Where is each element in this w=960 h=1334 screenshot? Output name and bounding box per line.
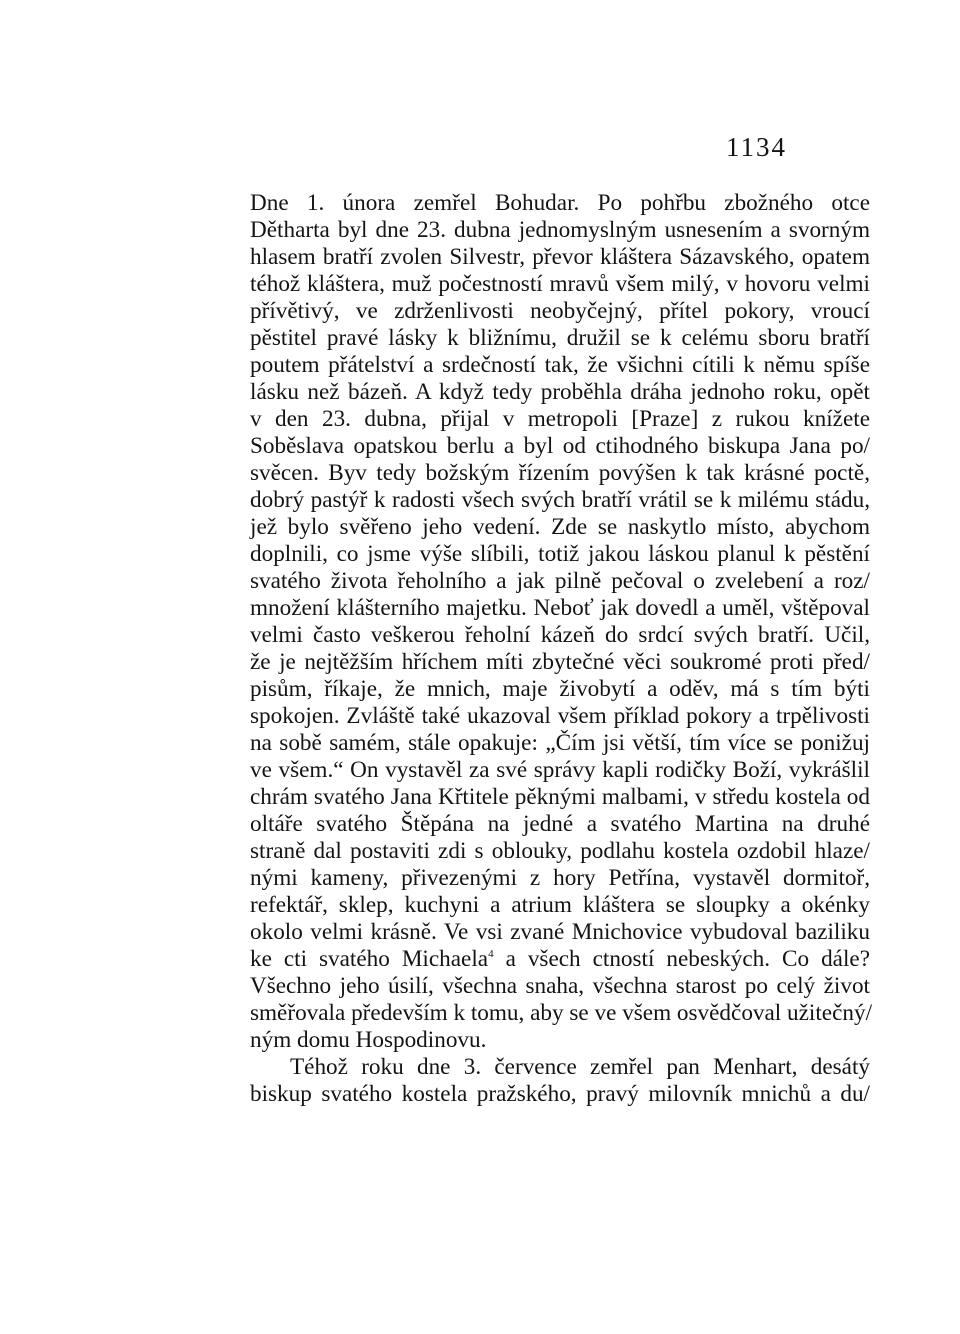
text-line: téhož kláštera, muž počestností mravů všem milý, v hovoru velmi xyxy=(250,271,870,297)
text-line: Dětharta byl dne 23. dubna jednomyslným usnesením a svorným xyxy=(250,217,870,243)
text-line: na sobě samém, stále opakuje: „Čím jsi větší, tím více se ponižuj xyxy=(250,730,870,756)
text-line: straně dal postaviti zdi s oblouky, podlahu kostela ozdobil hlaze/ xyxy=(250,838,870,864)
footnote-marker: 4 xyxy=(488,948,494,960)
text-line: poutem přátelství a srdečností tak, že všichni cítili k němu spíše xyxy=(250,352,870,378)
text-line: přívětivý, ve zdrženlivosti neobyčejný, přítel pokory, vroucí xyxy=(250,298,870,324)
text-line: okolo velmi krásně. Ve vsi zvané Mnichovice vybudoval baziliku xyxy=(250,919,870,945)
text-line-with-footnote xyxy=(250,946,870,973)
text-line: velmi často veškerou řeholní kázeň do srdcí svých bratří. Učil, xyxy=(250,622,870,648)
page-number: 1134 xyxy=(726,132,787,162)
text-line: spokojen. Zvláště také ukazoval všem příklad pokory a trpělivosti xyxy=(250,703,870,729)
text-line: svěcen. Byv tedy božským řízením povýšen k tak krásné poctě, xyxy=(250,460,870,486)
text-fragment: ke cti svatého Michaela xyxy=(250,946,489,972)
text-fragment: a všech ctností nebeských. Co dále? xyxy=(493,946,870,972)
text-line: v den 23. dubna, přijal v metropoli [Praze] z rukou knížete xyxy=(250,406,870,432)
text-line: množení klášterního majetku. Neboť jak dovedl a uměl, vštěpoval xyxy=(250,595,870,621)
text-line: oltáře svatého Štěpána na jedné a svatého Martina na druhé xyxy=(250,811,870,837)
text-line: Soběslava opatskou berlu a byl od ctihodného biskupa Jana po/ xyxy=(250,433,870,459)
text-line: refektář, sklep, kuchyni a atrium kláštera se sloupky a okénky xyxy=(250,892,870,918)
text-line: pěstitel pravé lásky k bližnímu, družil se k celému sboru bratří xyxy=(250,325,870,351)
text-line: biskup svatého kostela pražského, pravý milovník mnichů a du/ xyxy=(250,1081,870,1107)
text-line: směřovala především k tomu, aby se ve všem osvědčoval užitečný/ xyxy=(250,1000,873,1026)
text-line: chrám svatého Jana Křtitele pěknými malbami, v středu kostela od xyxy=(250,784,870,810)
text-line: jež bylo svěřeno jeho vedení. Zde se naskytlo místo, abychom xyxy=(250,514,870,540)
paragraph-first-line: Téhož roku dne 3. července zemřel pan Menhart, desátý xyxy=(290,1054,870,1080)
text-line: ným domu Hospodinovu. xyxy=(250,1027,487,1053)
text-line: že je nejtěžším hříchem míti zbytečné věci soukromé proti před/ xyxy=(250,649,870,675)
text-line: nými kameny, přivezenými z hory Petřína, vystavěl dormitoř, xyxy=(250,865,870,891)
text-line: ve všem.“ On vystavěl za své správy kapli rodičky Boží, vykrášlil xyxy=(250,757,870,783)
text-line: pisům, říkaje, že mnich, maje živobytí a oděv, má s tím býti xyxy=(250,676,870,702)
text-line: lásku než bázeň. A když tedy proběhla dráha jednoho roku, opět xyxy=(250,379,870,405)
text-line: svatého života řeholního a jak pilně pečoval o zvelebení a roz/ xyxy=(250,568,870,594)
text-line: hlasem bratří zvolen Silvestr, převor kláštera Sázavského, opatem xyxy=(250,244,870,270)
text-line: dobrý pastýř k radosti všech svých bratří vrátil se k milému stádu, xyxy=(250,487,870,513)
text-line: doplnili, co jsme výše slíbili, totiž jakou láskou planul k pěstění xyxy=(250,541,870,567)
text-line: Dne 1. února zemřel Bohudar. Po pohřbu zbožného otce xyxy=(250,190,870,216)
text-line: Všechno jeho úsilí, všechna snaha, všechna starost po celý život xyxy=(250,973,870,999)
body-text xyxy=(250,190,873,1108)
